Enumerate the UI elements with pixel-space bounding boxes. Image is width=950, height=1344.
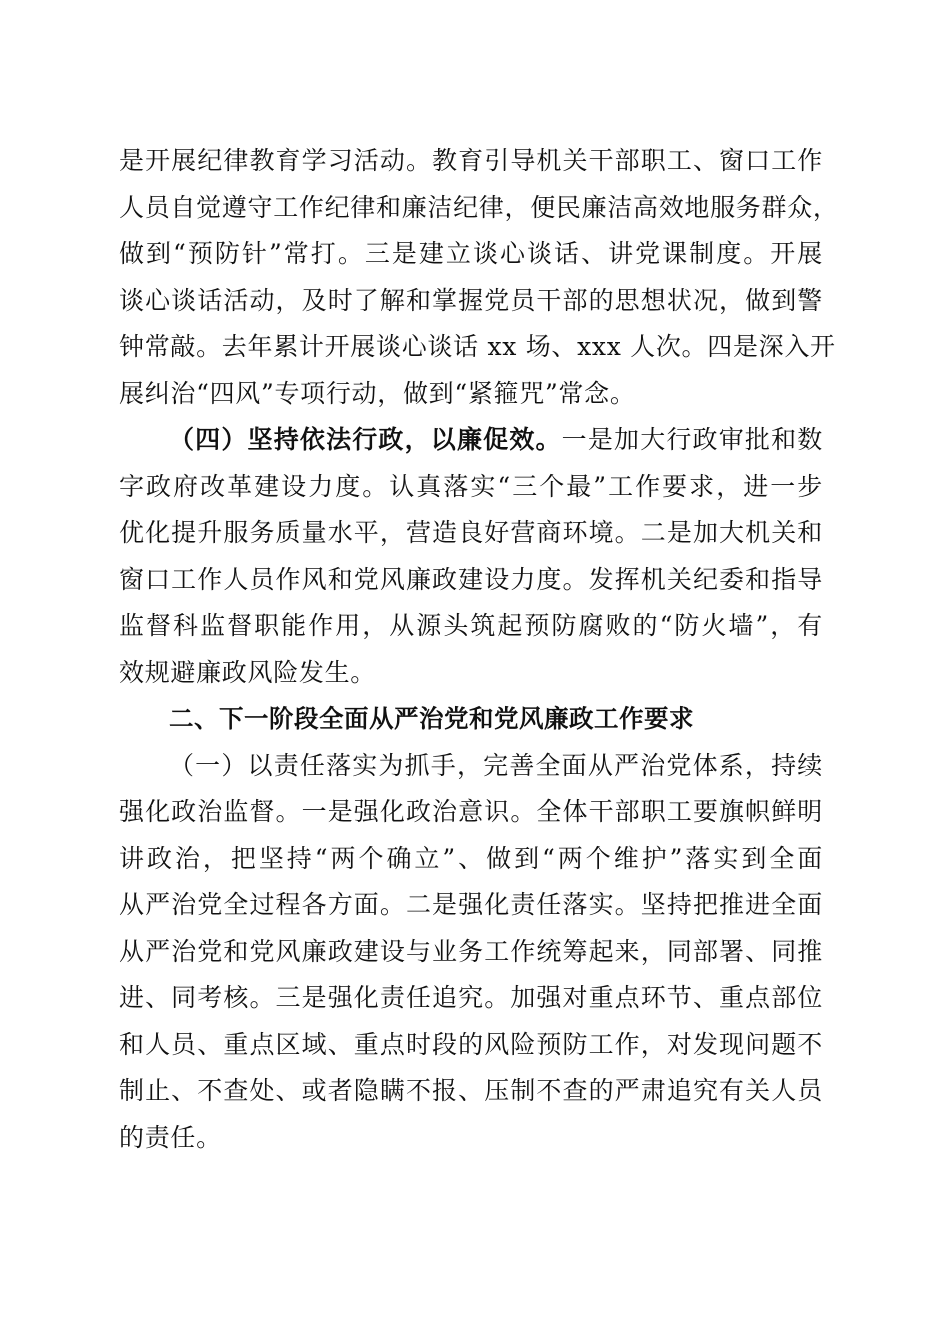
paragraph-responsibility [119, 743, 823, 1162]
text-line: 的责任。 [119, 1122, 222, 1152]
document-page [119, 138, 839, 1161]
text-line: 效规避廉政风险发生。 [119, 657, 377, 687]
paragraph-administration-by-law [119, 417, 823, 696]
text-line: 讲政治，把坚持“两个确立”、做到“两个维护”落实到全面 [119, 843, 823, 873]
text-line: 字政府改革建设力度。认真落实“三个最”工作要求，进一步 [119, 471, 823, 501]
text-line: 钟常敲。去年累计开展谈心谈话 xx 场、xxx 人次。四是深入开 [119, 332, 836, 361]
text-line: 窗口工作人员作风和党风廉政建设力度。发挥机关纪委和指导 [119, 564, 823, 594]
text-line: 优化提升服务质量水平，营造良好营商环境。二是加大机关和 [119, 518, 823, 547]
text-line: 从严治党和党风廉政建设与业务工作统筹起来，同部署、同推 [119, 936, 823, 966]
text-line: 人员自觉遵守工作纪律和廉洁纪律，便民廉洁高效地服务群众， [119, 192, 839, 222]
text-span: 一是加大行政审批和数 [561, 425, 823, 454]
text-line: 制止、不查处、或者隐瞒不报、压制不查的严肃追究有关人员 [119, 1076, 823, 1105]
text-line: 谈心谈话活动，及时了解和掌握党员干部的思想状况，做到警 [119, 285, 823, 315]
text-line: 展纠治“四风”专项行动，做到“紧箍咒”常念。 [119, 378, 636, 408]
text-line: 强化政治监督。一是强化政治意识。全体干部职工要旗帜鲜明 [119, 797, 823, 826]
text-line: 是开展纪律教育学习活动。教育引导机关干部职工、窗口工作 [119, 146, 823, 175]
paragraph-subtitle: （四）坚持依法行政，以廉促效。 [169, 425, 562, 454]
text-line: 从严治党全过程各方面。二是强化责任落实。坚持把推进全面 [119, 890, 823, 919]
text-line: 监督科监督职能作用，从源头筑起预防腐败的“防火墙”，有 [119, 611, 823, 640]
paragraph-discipline-education [119, 138, 839, 417]
text-line: （一）以责任落实为抓手，完善全面从严治党体系，持续 [169, 750, 823, 780]
text-line: 和人员、重点区域、重点时段的风险预防工作，对发现问题不 [119, 1029, 823, 1059]
text-line: 进、同考核。三是强化责任追究。加强对重点环节、重点部位 [119, 983, 823, 1012]
text-line [119, 417, 823, 464]
text-line: 做到“预防针”常打。三是建立谈心谈话、讲党课制度。开展 [119, 239, 823, 268]
section-heading: 二、下一阶段全面从严治党和党风廉政工作要求 [169, 704, 694, 733]
